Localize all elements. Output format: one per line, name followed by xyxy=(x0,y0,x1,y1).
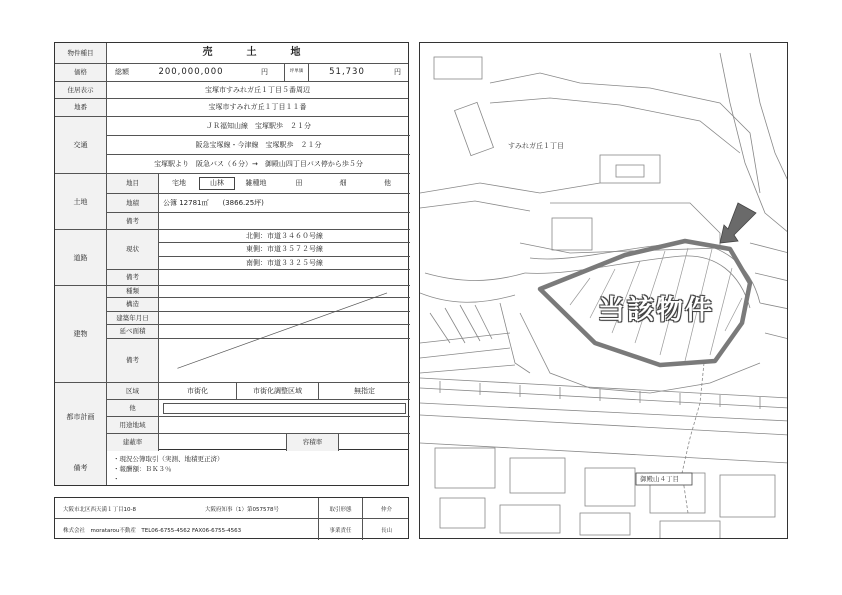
price-total-value: 200,000,000 xyxy=(158,67,224,78)
footer-row-2 xyxy=(55,519,408,540)
land-category-label: 地目 xyxy=(107,174,159,193)
price-row xyxy=(55,64,408,82)
city-plan-other-row xyxy=(107,400,410,417)
city-plan-far-label: 容積率 xyxy=(287,434,339,451)
city-plan-use-label: 用途地域 xyxy=(107,417,159,433)
zone-urbanization: 市街化 xyxy=(159,383,237,399)
building-type-label: 種類 xyxy=(107,286,159,297)
lot-label: 地番 xyxy=(55,99,107,116)
price-per-tsubo-label: 坪単価 xyxy=(285,64,309,81)
land-category-field: 畑 xyxy=(339,179,347,187)
deal-type-label: 取引形態 xyxy=(318,498,362,519)
land-area-value: 公簿 12781㎡ (3866.25坪) xyxy=(163,198,264,207)
land-label: 土地 xyxy=(55,174,107,230)
remarks-item-2: ・報酬額：ＢＫ３％ xyxy=(113,465,172,473)
building-structure-label: 構造 xyxy=(107,298,159,311)
city-plan-other-box xyxy=(163,403,406,414)
address-label: 住居表示 xyxy=(55,82,107,98)
city-plan-bcr-label: 建蔽率 xyxy=(107,434,159,451)
remarks-label: 備考 xyxy=(55,450,107,485)
road-status-values xyxy=(159,230,410,270)
traffic-line-3: 宝塚駅より 阪急バス（６分）→ 御殿山四丁目バス停から歩５分 xyxy=(154,159,363,168)
zone-urbanization-control: 市街化調整区域 xyxy=(237,383,319,399)
traffic-label: 交通 xyxy=(55,117,107,174)
city-plan-ratio-row xyxy=(107,434,410,451)
remarks-item-1: ・現況公簿取引（実測、地積更正済） xyxy=(113,455,224,463)
map-area-label: すみれガ丘１丁目 xyxy=(508,142,564,150)
contact-value: 長山 xyxy=(362,519,410,540)
category-row xyxy=(55,43,408,64)
property-spec-sheet xyxy=(54,42,409,450)
remarks-item-3: ・ xyxy=(113,475,120,483)
price-unit: 円 xyxy=(245,64,285,81)
lot-row xyxy=(55,99,408,117)
land-category-paddy: 田 xyxy=(295,179,303,187)
city-plan-zone-label: 区域 xyxy=(107,383,159,399)
category-value: 売 土 地 xyxy=(202,47,313,58)
agency-license: 大阪府知事（1）第057578号 xyxy=(205,506,279,513)
road-south: 南側：市道３３２５号線 xyxy=(246,259,323,267)
deal-type-value: 仲介 xyxy=(362,498,410,519)
road-north: 北側：市道３４６０号線 xyxy=(159,230,410,243)
city-plan-zone-row xyxy=(107,383,410,400)
land-category-row xyxy=(107,174,410,194)
building-built-label: 建築年月日 xyxy=(107,312,159,324)
city-plan-other-label: 他 xyxy=(107,400,159,416)
building-area-label: 延べ面積 xyxy=(107,325,159,338)
land-category-other: 他 xyxy=(384,179,391,187)
building-note-label: 備考 xyxy=(107,339,159,382)
address-value: 宝塚市すみれガ丘１丁目５番周辺 xyxy=(205,85,310,94)
contact-label: 事業責任 xyxy=(318,519,362,540)
zone-unspecified: 無指定 xyxy=(354,386,375,395)
city-plan-bcr-value xyxy=(159,434,287,451)
road-status-row xyxy=(107,230,410,270)
building-row-built xyxy=(107,312,410,325)
road-note-label: 備考 xyxy=(107,270,159,285)
building-row-area xyxy=(107,325,410,339)
road-status-label: 現状 xyxy=(107,230,159,269)
building-row-note xyxy=(107,339,410,383)
traffic-row-2 xyxy=(107,136,410,155)
land-category-misc: 雑種地 xyxy=(245,179,267,187)
agency-footer xyxy=(54,497,409,539)
agency-company: 株式会社 moratarou不動産 TEL06-6755-4562 FAX06-6755-4563 xyxy=(63,527,242,534)
remarks-box xyxy=(54,450,409,486)
location-map xyxy=(419,42,788,539)
bus-stop-label: 御殿山４丁目 xyxy=(640,475,679,483)
price-per-tsubo-unit: 円 xyxy=(394,68,401,76)
building-row-structure xyxy=(107,298,410,312)
price-total-label: 総額 xyxy=(115,68,129,76)
traffic-row-1 xyxy=(107,117,410,136)
price-per-tsubo-value: 51,730 xyxy=(329,67,365,78)
agency-address: 大阪市北区西天満１丁目10-8 xyxy=(63,506,136,513)
subject-property-label: 当該物件 xyxy=(598,295,714,326)
road-label: 道路 xyxy=(55,230,107,286)
land-note-row xyxy=(107,213,410,230)
subject-arrow-icon xyxy=(720,203,756,243)
traffic-line-2: 阪急宝塚線・今津線 宝塚駅歩 ２１分 xyxy=(195,140,322,149)
traffic-row-3 xyxy=(107,155,410,174)
address-row xyxy=(55,82,408,99)
land-category-residential: 宅地 xyxy=(172,179,186,187)
road-note-row xyxy=(107,270,410,286)
building-label: 建物 xyxy=(55,286,107,383)
land-area-row xyxy=(107,194,410,213)
land-note-label: 備考 xyxy=(107,213,159,229)
footer-row-1 xyxy=(55,498,408,519)
land-category-forest: 山林 xyxy=(199,177,235,190)
road-east: 東側：市道３５７２号線 xyxy=(159,243,410,257)
building-row-type xyxy=(107,286,410,298)
land-area-label: 地積 xyxy=(107,194,159,212)
category-label: 物件種目 xyxy=(55,43,107,63)
price-label: 価格 xyxy=(55,64,107,81)
city-plan-label: 都市計画 xyxy=(55,383,107,451)
lot-value: 宝塚市すみれガ丘１丁目１１番 xyxy=(208,103,307,111)
traffic-line-1: ＪＲ福知山線 宝塚駅歩 ２１分 xyxy=(206,121,311,130)
city-plan-use-row xyxy=(107,417,410,434)
